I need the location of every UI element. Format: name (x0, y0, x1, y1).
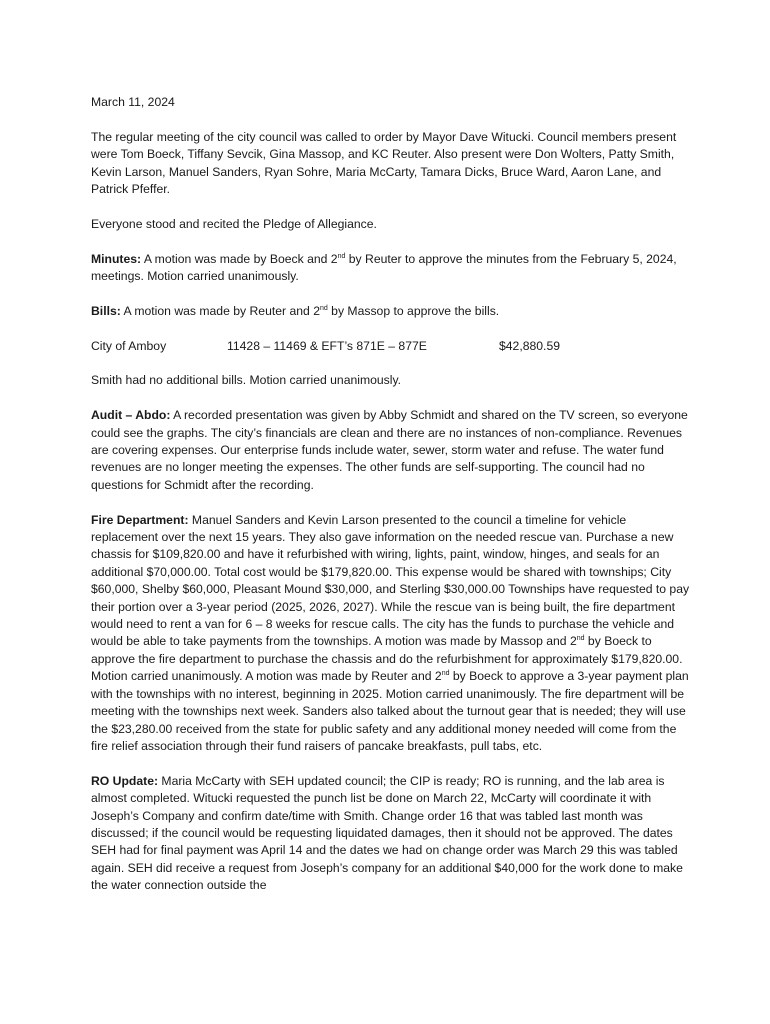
ro-update-paragraph (91, 773, 691, 895)
bills-check-range: 11428 – 11469 & EFT’s 871E – 877E (227, 338, 427, 353)
fire-department-paragraph (91, 512, 691, 756)
bills-entity: City of Amboy (91, 338, 167, 353)
fire-text-a: Manuel Sanders and Kevin Larson presented to the council a timeline for vehicle replacement over the next 15 years. They also gave information on the needed rescue van. Purchase a new chassis for $109,820.00 and have it refurbished with wiring, lights, paint, window, hinges, and seals for an additional $70,000.00. Total cost would be $179,820.00. This expense would be shared with townships; City $60,000, Shelby $60,000, Pleasant Mound $30,000, and Sterling $30,000.00 Townships have requested to pay their portion over a 3-year period (2025, 2026, 2027). While the rescue van is being built, the fire department would need to rent a van for 6 – 8 weeks for rescue calls. The city has the funds to purchase the vehicle and would be able to take payments from the townships. A motion was made by Massop and 2 (91, 512, 690, 649)
fire-text-b: by Boeck to approve the fire department to purchase the chassis and do the refurbishment for approximately $179,820.00. Motion carried unanimously. A motion was made by Reuter and 2 (91, 634, 683, 684)
bills-text-a: A motion was made by Reuter and 2 (120, 303, 320, 318)
minutes-paragraph (91, 251, 691, 286)
audit-label: Audit – Abdo: (91, 408, 171, 423)
meeting-date: March 11, 2024 (91, 95, 175, 109)
bills-amount: $42,880.59 (499, 338, 560, 353)
call-to-order-paragraph: The regular meeting of the city council was called to order by Mayor Dave Witucki. Council members present were Tom Boeck, Tiffany Sevcik, Gina Massop, and KC Reuter. Also present were Don Wolters, Patty Smith, Kevin Larson, Manuel Sanders, Ryan Sohre, Maria McCarty, Tamara Dicks, Bruce Ward, Aaron Lane, and Patrick Pfeffer. (91, 129, 677, 197)
fire-label: Fire Department: (91, 512, 189, 527)
fire-text-c: by Boeck to approve a 3-year payment plan with the townships with no interest, beginning in 2025. Motion carried unanimously. The fire department will be meeting with the townships next week. Sanders also talked about the turnout gear that is needed; they will use the $23,280.00 received from the state for public safety and any additional money needed will come from the fire relief association through their fund raisers of pancake breakfasts, pull tabs, etc. (91, 669, 689, 753)
bills-text-b: by Massop to approve the bills. (327, 303, 500, 318)
audit-text: A recorded presentation was given by Abby Schmidt and shared on the TV screen, so everyone could see the graphs. The city’s financials are clean and there are no instances of non-compliance. Revenues are covering expenses. Our enterprise funds include water, sewer, storm water and refuse. The water fund revenues are no longer meeting the expenses. The other funds are self-supporting. The council had no questions for Schmidt after the recording. (91, 408, 688, 492)
bills-closing-paragraph: Smith had no additional bills. Motion carried unanimously. (91, 373, 402, 388)
meeting-minutes-page (91, 94, 691, 912)
audit-paragraph (91, 407, 691, 494)
bills-paragraph (91, 303, 691, 320)
ro-text: Maria McCarty with SEH updated council; the CIP is ready; RO is running, and the lab area is almost completed. Witucki requested the punch list be done on March 22, McCarty will coordinate it with Joseph’s Company and confirm date/time with Smith. Change order 16 that was tabled last month was discussed; if the council would be requesting liquidated damages, then it should not be approved. The dates SEH had for final payment was April 14 and the dates we had on change order was March 29 this was tabled again. SEH did receive a request from Joseph’s company for an additional $40,000 for the work done to make the water connection outside the (91, 773, 683, 893)
minutes-sup: nd (337, 252, 346, 260)
minutes-text-b: by Reuter to approve the minutes from the February 5, 2024, meetings. Motion carried unanimously. (91, 251, 677, 284)
bills-sup: nd (319, 304, 328, 312)
minutes-text-a: A motion was made by Boeck and 2 (141, 251, 338, 266)
minutes-label: Minutes: (91, 251, 142, 266)
fire-sup-a: nd (576, 635, 585, 643)
ro-label: RO Update: (91, 773, 159, 788)
pledge-paragraph: Everyone stood and recited the Pledge of Allegiance. (91, 216, 377, 231)
bills-row (91, 338, 691, 355)
fire-sup-b: nd (441, 670, 450, 678)
bills-label: Bills: (91, 303, 121, 318)
